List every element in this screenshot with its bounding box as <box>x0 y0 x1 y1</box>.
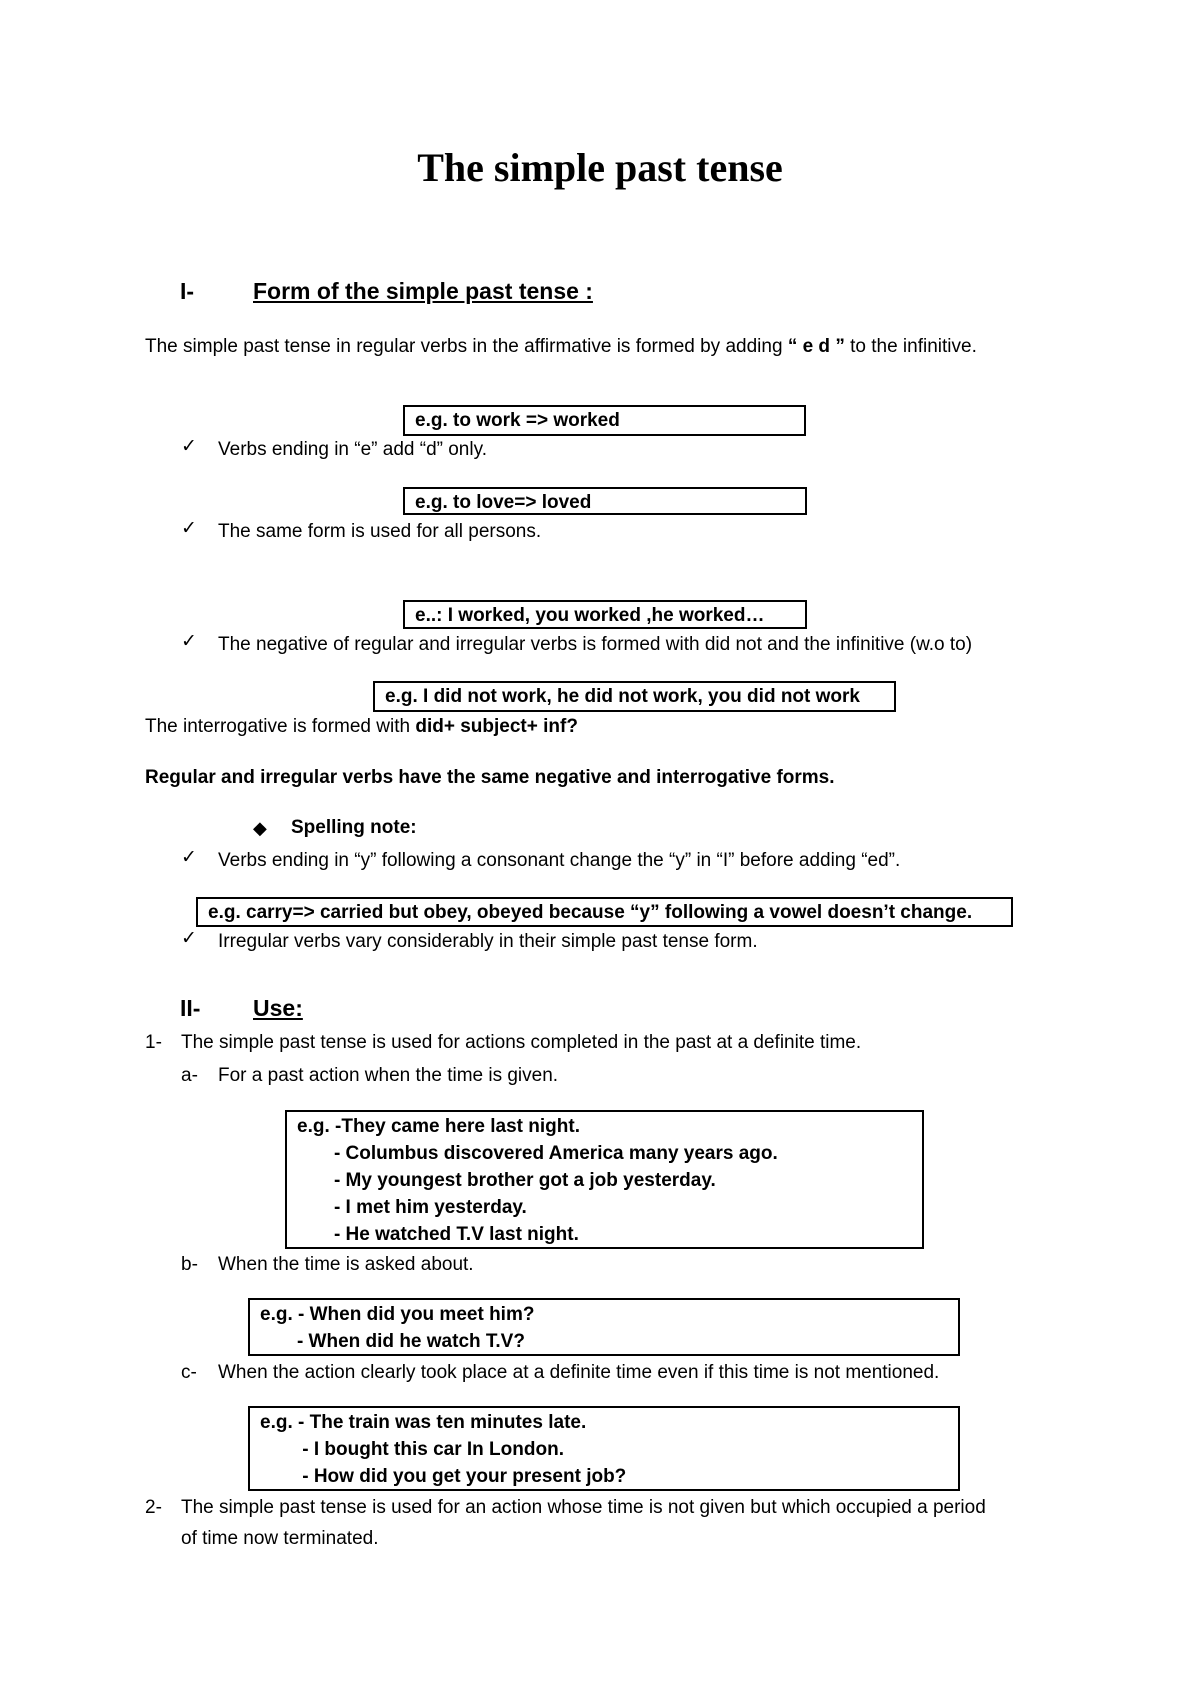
example-box-work <box>403 405 806 436</box>
regular-irregular-note: Regular and irregular verbs have the same negative and interrogative forms. <box>145 767 835 788</box>
section-1-heading: Form of the simple past tense : <box>253 278 593 304</box>
example-text: e.g. to love=> loved <box>415 492 592 513</box>
example-text: e.g. I did not work, he did not work, you did not work <box>385 686 860 707</box>
bullet-irregular-verbs: Irregular verbs vary considerably in their simple past tense form. <box>218 931 758 952</box>
example-box-love <box>403 487 807 515</box>
example-line: - How did you get your present job? <box>260 1466 627 1487</box>
bullet-same-form: The same form is used for all persons. <box>218 521 542 542</box>
use-item-2-number: 2- <box>145 1497 162 1518</box>
form-intro-end: to the infinitive. <box>844 336 977 357</box>
interrogative-paragraph <box>145 715 578 739</box>
example-line: - My youngest brother got a job yesterday. <box>297 1170 716 1191</box>
use-item-a-letter: a- <box>181 1065 198 1086</box>
use-item-b-text: When the time is asked about. <box>218 1254 474 1275</box>
example-box-persons <box>403 600 807 629</box>
form-intro-paragraph <box>145 335 977 359</box>
example-line: - I bought this car In London. <box>260 1439 564 1460</box>
example-box-definite-time <box>248 1406 960 1491</box>
diamond-bullet-icon: ◆ <box>253 818 267 838</box>
example-line: e.g. - When did you meet him? <box>260 1304 535 1325</box>
example-line: - Columbus discovered America many years ago. <box>297 1143 778 1164</box>
example-text: e.g. carry=> carried but obey, obeyed because “y” following a vowel doesn’t change. <box>208 902 973 923</box>
use-item-2-text-line-2: of time now terminated. <box>181 1528 379 1549</box>
bullet-negative-form: The negative of regular and irregular verbs is formed with did not and the infinitive (w.o to) <box>218 634 973 655</box>
example-box-negative <box>373 681 896 712</box>
section-2-number: II- <box>180 995 201 1021</box>
spelling-note-label: Spelling note: <box>291 817 417 838</box>
example-box-carry <box>196 897 1013 927</box>
use-item-2-text-line-1: The simple past tense is used for an action whose time is not given but which occupied a period <box>181 1497 986 1518</box>
use-item-c-text: When the action clearly took place at a definite time even if this time is not mentioned. <box>218 1362 940 1383</box>
example-box-time-given <box>285 1110 924 1249</box>
interrogative-text: The interrogative is formed with <box>145 716 416 737</box>
section-1-number: I- <box>180 278 195 304</box>
form-intro-text: The simple past tense in regular verbs in the affirmative is formed by adding <box>145 336 788 357</box>
use-item-c-letter: c- <box>181 1362 197 1383</box>
checkmark-icon: ✓ <box>181 847 197 868</box>
checkmark-icon: ✓ <box>181 631 197 652</box>
checkmark-icon: ✓ <box>181 518 197 539</box>
form-intro-ed: “ e d ” <box>787 336 845 357</box>
use-item-b-letter: b- <box>181 1254 198 1275</box>
example-text: e..: I worked, you worked ,he worked… <box>415 605 765 626</box>
section-2-heading: Use: <box>253 995 303 1021</box>
checkmark-icon: ✓ <box>181 928 197 949</box>
example-line: e.g. - The train was ten minutes late. <box>260 1412 587 1433</box>
use-item-a-text: For a past action when the time is given. <box>218 1065 559 1086</box>
example-line: - I met him yesterday. <box>297 1197 527 1218</box>
example-text: e.g. to work => worked <box>415 410 620 431</box>
interrogative-formula: did+ subject+ inf? <box>415 716 578 737</box>
bullet-verbs-ending-e: Verbs ending in “e” add “d” only. <box>218 439 487 460</box>
checkmark-icon: ✓ <box>181 436 197 457</box>
example-line: e.g. -They came here last night. <box>297 1116 580 1137</box>
use-item-1-number: 1- <box>145 1032 162 1053</box>
example-box-time-asked <box>248 1298 960 1356</box>
example-line: - He watched T.V last night. <box>297 1224 579 1245</box>
page-title: The simple past tense <box>417 145 783 190</box>
example-line: - When did he watch T.V? <box>260 1331 525 1352</box>
bullet-ending-y: Verbs ending in “y” following a consonant change the “y” in “I” before adding “ed”. <box>218 850 901 871</box>
use-item-1-text: The simple past tense is used for actions completed in the past at a definite time. <box>181 1032 862 1053</box>
